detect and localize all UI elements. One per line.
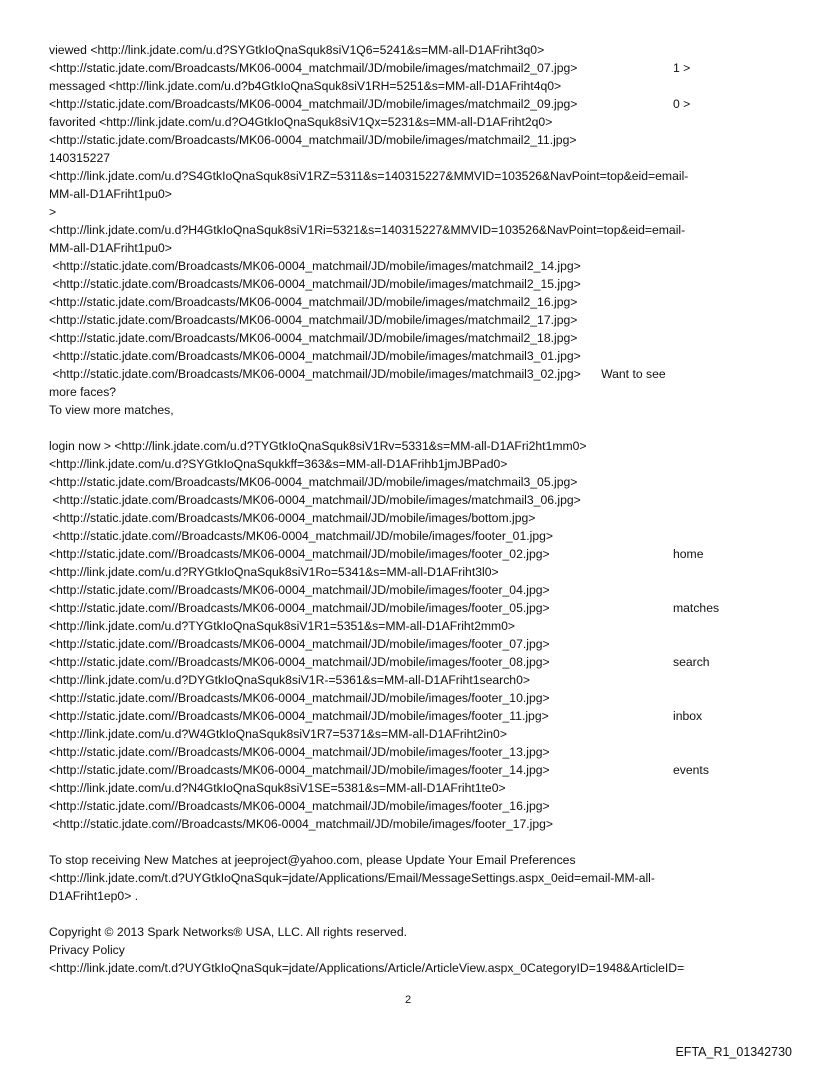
text-line: Copyright © 2013 Spark Networks® USA, LLC. All rights reserved. [49,925,408,939]
text-line: MM-all-D1AFriht1pu0> [49,241,172,255]
page-number: 2 [404,994,412,1006]
text-line: <http://static.jdate.com/Broadcasts/MK06-0004_matchmail/JD/mobile/images/matchmail3_06.jpg> [49,493,581,507]
right-column-label: inbox [673,709,703,723]
blank-line [49,833,789,851]
blank-line [49,419,789,437]
text-line: more faces? [49,385,117,399]
right-column-label: 0 > [673,97,691,111]
text-line: <http://static.jdate.com/Broadcasts/MK06-0004_matchmail/JD/mobile/images/matchmail2_09.jpg> [49,97,578,111]
text-line: <http://static.jdate.com//Broadcasts/MK06-0004_matchmail/JD/mobile/images/footer_10.jpg> [49,691,550,705]
email-body-text [49,41,789,977]
text-line: <http://link.jdate.com/u.d?TYGtkIoQnaSquk8siV1R1=5351&s=MM-all-D1AFriht2mm0> [49,619,516,633]
text-line: <http://static.jdate.com//Broadcasts/MK06-0004_matchmail/JD/mobile/images/footer_04.jpg> [49,583,550,597]
text-line: <http://static.jdate.com/Broadcasts/MK06-0004_matchmail/JD/mobile/images/matchmail3_05.jpg> [49,475,578,489]
text-line: <http://static.jdate.com/Broadcasts/MK06-0004_matchmail/JD/mobile/images/matchmail2_15.jpg> [49,277,581,291]
text-line: <http://link.jdate.com/u.d?H4GtkIoQnaSquk8siV1Ri=5321&s=140315227&MMVID=103526&NavPoint=top&eid=email- [49,223,686,237]
text-line: <http://static.jdate.com/Broadcasts/MK06-0004_matchmail/JD/mobile/images/matchmail2_07.jpg> [49,61,578,75]
text-line: <http://link.jdate.com/t.d?UYGtkIoQnaSquk=jdate/Applications/Article/ArticleView.aspx_0CategoryID=1948&ArticleID= [49,961,685,975]
text-line: <http://link.jdate.com/u.d?W4GtkIoQnaSquk8siV1R7=5371&s=MM-all-D1AFriht2in0> [49,727,507,741]
text-line: <http://link.jdate.com/u.d?SYGtkIoQnaSqukkff=363&s=MM-all-D1AFrihb1jmJBPad0> [49,457,508,471]
text-line: viewed <http://link.jdate.com/u.d?SYGtkIoQnaSquk8siV1Q6=5241&s=MM-all-D1AFriht3q0> [49,43,545,57]
text-line: <http://static.jdate.com/Broadcasts/MK06-0004_matchmail/JD/mobile/images/matchmail2_18.jpg> [49,331,578,345]
text-line: <http://static.jdate.com//Broadcasts/MK06-0004_matchmail/JD/mobile/images/footer_02.jpg> [49,547,550,561]
text-line: <http://static.jdate.com//Broadcasts/MK06-0004_matchmail/JD/mobile/images/footer_11.jpg> [49,709,549,723]
text-line: <http://static.jdate.com//Broadcasts/MK06-0004_matchmail/JD/mobile/images/footer_16.jpg> [49,799,550,813]
text-line: <http://static.jdate.com/Broadcasts/MK06-0004_matchmail/JD/mobile/images/matchmail2_16.jpg> [49,295,578,309]
right-column-label: matches [673,601,720,615]
text-line: <http://static.jdate.com/Broadcasts/MK06-0004_matchmail/JD/mobile/images/matchmail3_02.jpg> Want to see [49,367,666,381]
text-line: Privacy Policy [49,943,125,957]
right-column-label: 1 > [673,61,691,75]
text-line: <http://static.jdate.com//Broadcasts/MK06-0004_matchmail/JD/mobile/images/footer_13.jpg> [49,745,550,759]
right-column-label: home [673,547,704,561]
blank-line [49,905,789,923]
text-line: To view more matches, [49,403,174,417]
text-line: 140315227 [49,151,111,165]
text-line: <http://static.jdate.com/Broadcasts/MK06-0004_matchmail/JD/mobile/images/matchmail2_11.jpg> [49,133,577,147]
text-line: To stop receiving New Matches at jeeproject@yahoo.com, please Update Your Email Preferences [49,853,576,867]
text-line: <http://static.jdate.com//Broadcasts/MK06-0004_matchmail/JD/mobile/images/footer_14.jpg> [49,763,550,777]
right-column-label: search [673,655,710,669]
text-line: <http://link.jdate.com/u.d?DYGtkIoQnaSquk8siV1R-=5361&s=MM-all-D1AFriht1search0> [49,673,530,687]
text-line: <http://static.jdate.com/Broadcasts/MK06-0004_matchmail/JD/mobile/images/matchmail2_17.jpg> [49,313,578,327]
text-line: <http://static.jdate.com/Broadcasts/MK06-0004_matchmail/JD/mobile/images/matchmail3_01.jpg> [49,349,581,363]
text-line: <http://link.jdate.com/u.d?RYGtkIoQnaSquk8siV1Ro=5341&s=MM-all-D1AFriht3l0> [49,565,499,579]
right-column-label: events [673,763,709,777]
text-line: messaged <http://link.jdate.com/u.d?b4GtkIoQnaSquk8siV1RH=5251&s=MM-all-D1AFriht4q0> [49,79,562,93]
text-line: <http://link.jdate.com/u.d?S4GtkIoQnaSquk8siV1RZ=5311&s=140315227&MMVID=103526&NavPoint=top&eid=email- [49,169,689,183]
text-line: <http://static.jdate.com/Broadcasts/MK06-0004_matchmail/JD/mobile/images/matchmail2_14.jpg> [49,259,581,273]
text-line: <http://static.jdate.com//Broadcasts/MK06-0004_matchmail/JD/mobile/images/footer_08.jpg> [49,655,550,669]
bates-number: EFTA_R1_01342730 [675,1045,792,1059]
text-line: <http://static.jdate.com//Broadcasts/MK06-0004_matchmail/JD/mobile/images/footer_07.jpg> [49,637,550,651]
text-line: favorited <http://link.jdate.com/u.d?O4GtkIoQnaSquk8siV1Qx=5231&s=MM-all-D1AFriht2q0> [49,115,553,129]
text-line: <http://static.jdate.com//Broadcasts/MK06-0004_matchmail/JD/mobile/images/footer_05.jpg> [49,601,550,615]
text-line: <http://static.jdate.com/Broadcasts/MK06-0004_matchmail/JD/mobile/images/bottom.jpg> [49,511,536,525]
text-line: <http://link.jdate.com/u.d?N4GtkIoQnaSquk8siV1SE=5381&s=MM-all-D1AFriht1te0> [49,781,506,795]
text-line: login now > <http://link.jdate.com/u.d?TYGtkIoQnaSquk8siV1Rv=5331&s=MM-all-D1AFri2ht1mm0> [49,439,587,453]
text-line: MM-all-D1AFriht1pu0> [49,187,172,201]
text-line: <http://static.jdate.com//Broadcasts/MK06-0004_matchmail/JD/mobile/images/footer_17.jpg> [49,817,554,831]
text-line: > [49,205,57,219]
text-line: <http://link.jdate.com/t.d?UYGtkIoQnaSquk=jdate/Applications/Email/MessageSettings.aspx_0eid=email-MM-all- [49,871,655,885]
text-line: D1AFriht1ep0> . [49,889,139,903]
text-line: <http://static.jdate.com//Broadcasts/MK06-0004_matchmail/JD/mobile/images/footer_01.jpg> [49,529,554,543]
